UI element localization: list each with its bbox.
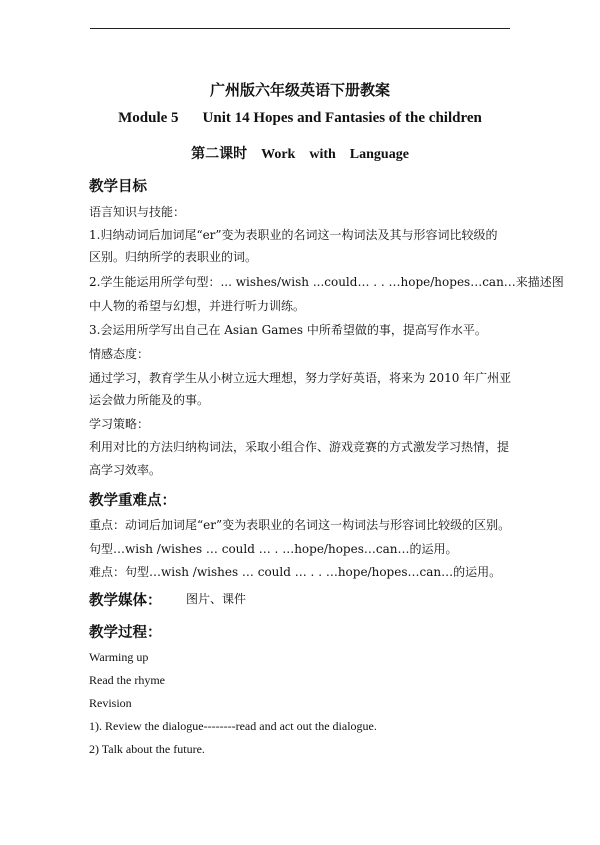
attitude-line-2: 运会做力所能及的事。 — [89, 393, 210, 407]
objective-item-1-line-1: 1.归纳动词后加词尾“er”变为表职业的名词这一构词法及其与形容词比较级的 — [89, 228, 498, 242]
module-unit-title — [0, 110, 600, 127]
unit-label: Unit 14 Hopes and Fantasies of the children — [202, 110, 482, 126]
lesson-title — [0, 143, 600, 163]
key-point-line-3: 难点：句型…wish /wishes … could … . . …hope/hopes…can…的运用。 — [89, 565, 502, 579]
objective-item-1-line-2: 区别。归纳所学的表职业的词。 — [89, 250, 258, 264]
knowledge-label: 语言知识与技能： — [89, 205, 186, 219]
objective-item-3: 3.会运用所学写出自己在 Asian Games 中所希望做的事，提高写作水平。 — [89, 323, 487, 337]
media-heading: 教学媒体： — [89, 592, 162, 609]
strategy-line-2: 高学习效率。 — [89, 463, 162, 477]
process-step-review-dialogue: 1). Review the dialogue--------read and act out the dialogue. — [89, 719, 377, 733]
key-point-line-2: 句型…wish /wishes … could … . …hope/hopes…can…的运用。 — [89, 542, 458, 556]
module-label: Module 5 — [118, 110, 179, 126]
attitude-line-1: 通过学习，教育学生从小树立远大理想，努力学好英语，将来为 2010 年广州亚 — [89, 371, 512, 385]
process-heading: 教学过程： — [89, 624, 162, 641]
key-points-heading: 教学重难点： — [89, 492, 176, 509]
strategy-line-1: 利用对比的方法归纳构词法，采取小组合作、游戏竞赛的方式激发学习热情，提 — [89, 440, 510, 454]
document-title: 广州版六年级英语下册教案 — [209, 81, 390, 99]
process-step-warming-up: Warming up — [89, 650, 149, 664]
lesson-name-language: Language — [349, 147, 409, 162]
objective-item-2-line-1: 2.学生能运用所学句型：... wishes/wish ...could… . . …hope/hopes…can…来描述图 — [89, 275, 564, 289]
lesson-name-work: Work — [261, 147, 296, 162]
key-point-line-1: 重点：动词后加词尾“er”变为表职业的名词这一构词法与形容词比较级的区别。 — [89, 518, 511, 532]
attitude-label: 情感态度： — [89, 347, 150, 361]
header-rule — [90, 28, 510, 29]
lesson-number: 第二课时 — [191, 146, 248, 162]
strategy-label: 学习策略： — [89, 417, 150, 431]
objectives-heading: 教学目标 — [89, 178, 147, 195]
process-step-talk-future: 2) Talk about the future. — [89, 742, 205, 756]
media-value: 图片、课件 — [186, 592, 247, 606]
lesson-name-with: with — [309, 147, 336, 162]
process-step-rhyme: Read the rhyme — [89, 673, 165, 687]
objective-item-2-line-2: 中人物的希望与幻想，并进行听力训练。 — [89, 299, 306, 313]
process-step-revision: Revision — [89, 696, 132, 710]
